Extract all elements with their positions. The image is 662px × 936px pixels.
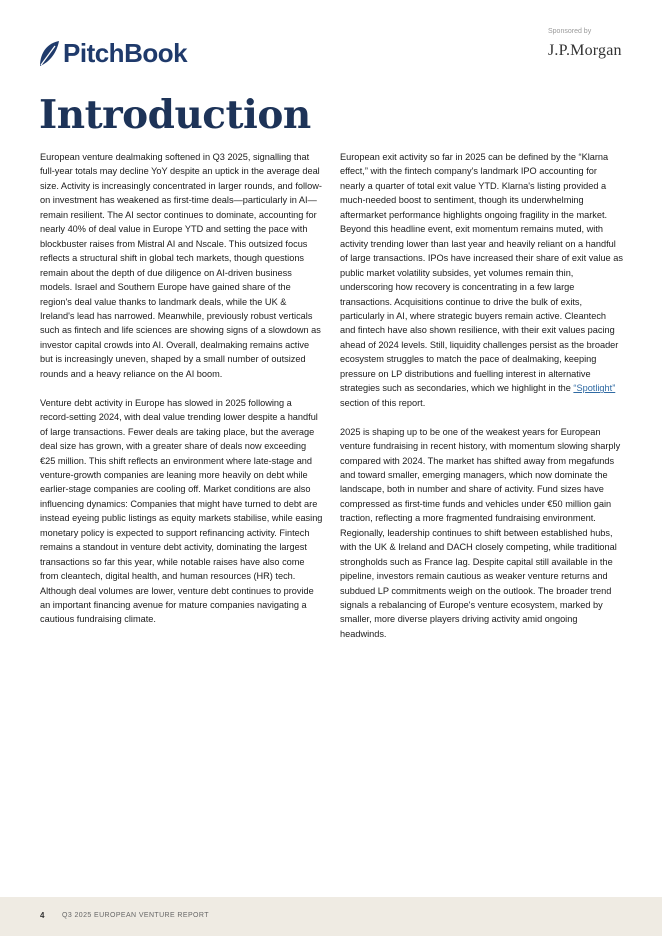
page-title: Introduction <box>39 92 311 138</box>
sponsor-logo: J.P.Morgan <box>548 42 622 59</box>
left-column <box>40 150 323 641</box>
exits-text-after: section of this report. <box>340 397 426 408</box>
leaf-icon <box>38 40 60 68</box>
exits-text-before: European exit activity so far in 2025 can be defined by the “Klarna effect,” with the fintech company's landmark IPO accounting for nearly a quarter of total exit value YTD. Klarna's listing provided a much-needed boost to sentiment, though its underwhelming aftermarket performance highlights ongoing fragility in the market. Beyond this headline event, exit momentum remains muted, with activity trending lower than last year and heavily reliant on a handful of large transactions. IPOs have increased their share of exit value as public market volatility subsides, yet volumes remain thin, underscoring how recovery is concentrating in a few large transactions. Acquisitions continue to drive the bulk of exits, particularly in AI, where strategic buyers remain active. Cleantech and fintech have also shown resilience, with their exit values pacing ahead of 2024 levels. Still, liquidity challenges persist as the broader ecosystem struggles to match the pace of dealmaking, keeping pressure on LP distributions and fuelling interest in alternative strategies such as secondaries, which we highlight in the <box>340 152 623 394</box>
spotlight-link[interactable]: “Spotlight” <box>573 383 616 394</box>
pitchbook-logo <box>38 38 187 69</box>
paragraph-fundraising: 2025 is shaping up to be one of the weakest years for European venture fundraising in recent history, with momentum slowing sharply compared with 2024. The market has shifted away from megafunds and toward smaller, emerging managers, which now dominate the landscape, both in number and share of activity. Fund sizes have compressed as first-time funds and vehicles under €50 million gain traction, reflecting a more fragmented fundraising environment. Regionally, leadership continues to shift between established hubs, with the UK & Ireland and DACH closely competing, while traditional strongholds such as France lag. Despite capital still available in the pipeline, investors remain cautious as weaker venture returns and subdued LP commitments weigh on the outlook. The broader trend signals a rebalancing of Europe's venture ecosystem, marked by smaller, more diverse players driving activity amid ongoing headwinds. <box>340 426 621 639</box>
right-column <box>340 150 623 656</box>
page-number: 4 <box>40 911 45 920</box>
logo-text: PitchBook <box>63 38 188 68</box>
sponsor-block <box>548 28 622 60</box>
paragraph-exits <box>340 150 623 410</box>
report-name: Q3 2025 EUROPEAN VENTURE REPORT <box>62 912 209 919</box>
sponsor-label: Sponsored by <box>548 28 592 35</box>
page-footer <box>0 897 662 936</box>
paragraph-venture-debt: Venture debt activity in Europe has slowed in 2025 following a record-setting 2024, with deal value trending lower despite a handful of large transactions. Fewer deals are taking place, but the average deal size has grown, with a greater share of deals now exceeding €25 million. This shift reflects an environment where late-stage and venture-growth companies are leaning more heavily on debt while earlier-stage companies are cooling off. Market conditions are also influencing dynamics: Companies that might have turned to debt are instead eyeing public listings as equity markets stabilise, while easing monetary policy is expected to support refinancing activity. Fintech remains a standout in venture debt activity, dominating the largest transactions so far this year, while notable raises have also come from cleantech, digital health, and human resources (HR) tech. Although deal volumes are lower, venture debt continues to provide an important financing avenue for mature companies navigating a cautious fundraising climate. <box>40 397 323 625</box>
paragraph-dealmaking: European venture dealmaking softened in Q3 2025, signalling that full-year totals may decline YoY despite an uptick in the average deal size. Activity is increasingly concentrated in larger rounds, and follow-on investment has weakened as first-time deals—particularly in AI—remain resilient. The AI sector continues to dominate, accounting for nearly 40% of deal value in Europe YTD and setting the pace with blockbuster raises from Mistral AI and Nscale. This outsized focus reflects a structural shift in global tech markets, though questions remain about the depth of due diligence on AI-driven business models. Israel and Southern Europe have gained share of the region's deal value thanks to landmark deals, while the UK & Ireland's lead has narrowed. Meanwhile, previously robust verticals such as fintech and life sciences are showing signs of a slowdown as investor capital crowds into AI. Overall, dealmaking remains active but is increasingly uneven, shaped by a small number of outsized rounds and a heavy reliance on the AI boom. <box>40 152 322 379</box>
